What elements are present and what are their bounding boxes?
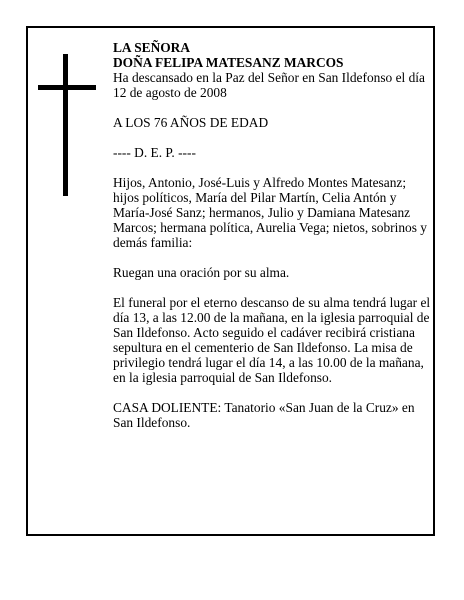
cross-horizontal-bar <box>38 85 96 90</box>
latin-cross-icon <box>38 54 96 196</box>
mourning-house: CASA DOLIENTE: Tanatorio «San Juan de la Cruz» en San Ildefonso. <box>113 400 415 430</box>
cross-vertical-bar <box>63 54 68 196</box>
prayer-request: Ruegan una oración por su alma. <box>113 265 290 280</box>
funeral-details: El funeral por el eterno descanso de su alma tendrá lugar el día 13, a las 12.00 de la mañana, en la iglesia parroquial de San Ildefonso. Acto seguido el cadáver recibirá cristiana sepultura en el cementerio de San Ildefonso. La misa de privilegio tendrá lugar el día 14, a las 10.00 de la mañana, en la iglesia parroquial de San Ildefonso. <box>113 295 431 385</box>
rip-line: ---- D. E. P. ---- <box>113 145 196 160</box>
family-list: Hijos, Antonio, José-Luis y Alfredo Montes Matesanz; hijos políticos, María del Pilar Martín, Celia Antón y María-José Sanz; hermanos, Julio y Damiana Matesanz Marcos; hermana política, Aurelia Vega; nietos, sobrinos y demás familia: <box>113 175 427 250</box>
obituary-text <box>113 40 431 430</box>
title-line-1: LA SEÑORA <box>113 40 191 55</box>
deceased-name: DOÑA FELIPA MATESANZ MARCOS <box>113 55 344 70</box>
age-statement: A LOS 76 AÑOS DE EDAD <box>113 115 269 130</box>
death-statement: Ha descansado en la Paz del Señor en San Ildefonso el día 12 de agosto de 2008 <box>113 70 425 100</box>
